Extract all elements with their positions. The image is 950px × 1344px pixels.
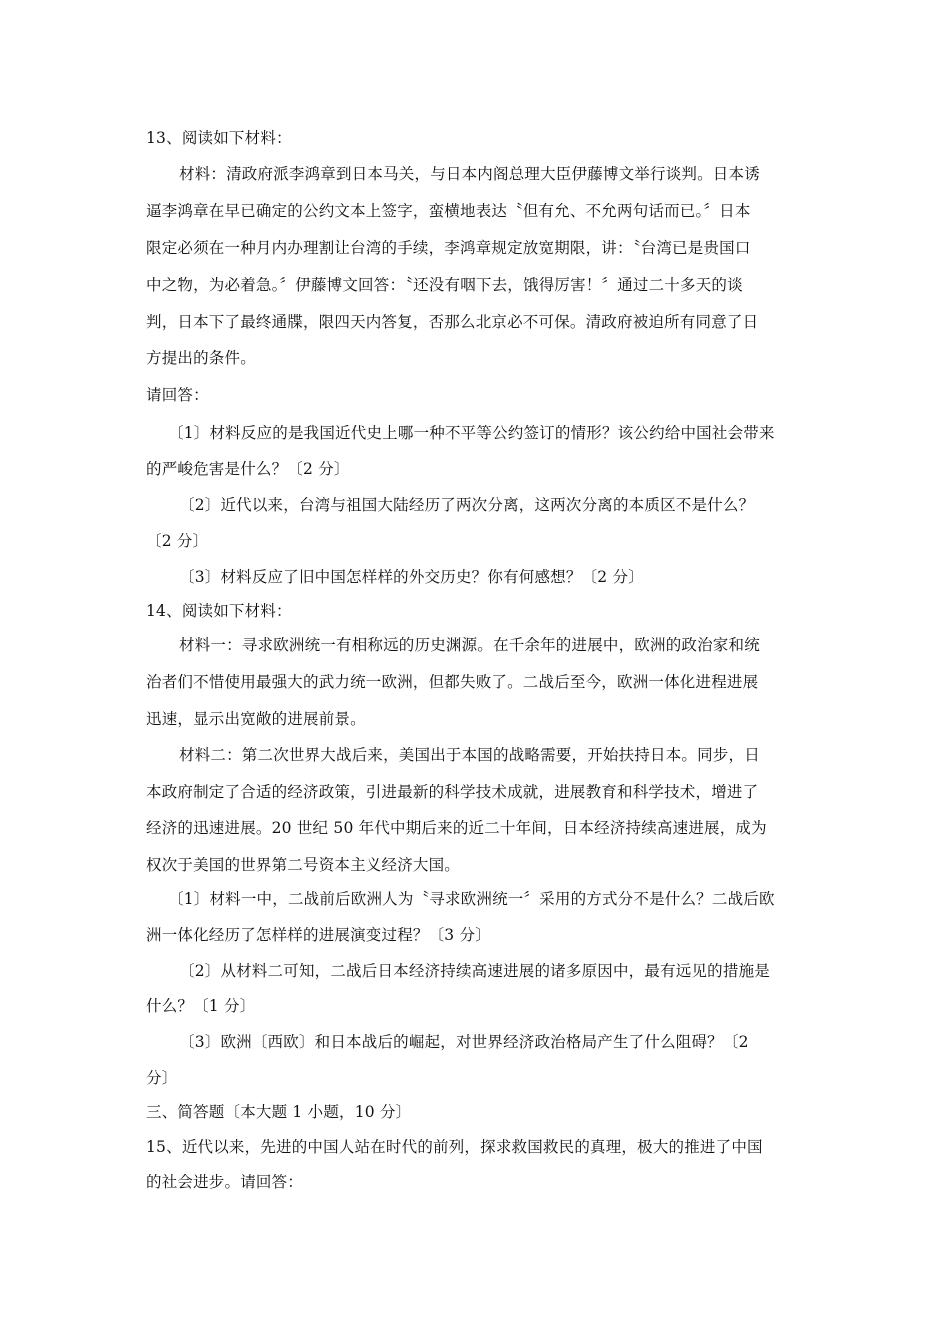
q15-line: 的社会进步。请回答：: [146, 1173, 304, 1191]
q14-subquestion-3-cont: 分〕: [146, 1069, 178, 1087]
section-heading: 三、简答题〔本大题 1 小题，10 分〕: [146, 1103, 412, 1121]
q14-material2-line: 经济的迅速进展。20 世纪 50 年代中期后来的近二十年间，日本经济持续高速进展，成为: [146, 819, 767, 837]
q14-subquestion-2: 〔2〕从材料二可知，二战后日本经济持续高速进展的诸多原因中，最有远见的措施是: [179, 962, 770, 980]
q14-material2-line: 权次于美国的世界第二号资本主义经济大国。: [146, 856, 461, 874]
q13-material-line: 限定必须在一种月内办理割让台湾的手续，李鸿章规定放宽期限，讲：〝台湾已是贵国口: [146, 239, 751, 257]
q14-heading: 14、阅读如下材料：: [146, 602, 292, 620]
q13-material-line: 材料：清政府派李鸿章到日本马关，与日本内阁总理大臣伊藤博文举行谈判。日本诱: [179, 165, 760, 183]
q13-material-line: 逼李鸿章在早已确定的公约文本上签字，蛮横地表达〝但有允、不允两句话而已。〞日本: [146, 202, 751, 220]
q13-subquestion-1-cont: 的严峻危害是什么？〔2 分〕: [146, 460, 350, 478]
q14-subquestion-2-cont: 什么？〔1 分〕: [146, 997, 256, 1015]
q14-subquestion-1: 〔1〕材料一中，二战前后欧洲人为〝寻求欧洲统一〞采用的方式分不是什么？二战后欧: [168, 890, 775, 908]
q13-subquestion-1: 〔1〕材料反应的是我国近代史上哪一种不平等公约签订的情形？该公约给中国社会带来: [168, 424, 775, 442]
q13-material-line: 判，日本下了最终通牒，限四天内答复，否那么北京必不可保。清政府被迫所有同意了日: [146, 313, 759, 331]
q15-line: 15、近代以来，先进的中国人站在时代的前列，探求救国救民的真理，极大的推进了中国: [146, 1138, 763, 1156]
q13-subquestion-3: 〔3〕材料反应了旧中国怎样样的外交历史？你有何感想？〔2 分〕: [179, 568, 644, 586]
q13-subquestion-2-cont: 〔2 分〕: [146, 532, 209, 550]
q14-material1-line: 材料一：寻求欧洲统一有相称远的历史渊源。在千余年的进展中，欧洲的政治家和统: [179, 636, 760, 654]
q14-material2-line: 本政府制定了合适的经济政策，引进最新的科学技术成就，进展教育和科学技术，增进了: [146, 783, 759, 801]
q13-heading: 13、阅读如下材料：: [146, 129, 292, 147]
q13-material-line: 中之物，为必着急。〞伊藤博文回答：〝还没有咽下去，饿得厉害！〞通过二十多天的谈: [146, 276, 743, 294]
q14-material1-line: 迅速，显示出宽敞的进展前景。: [146, 710, 366, 728]
q13-material-line: 方提出的条件。: [146, 349, 256, 367]
q14-material1-line: 治者们不惜使用最强大的武力统一欧洲，但都失败了。二战后至今，欧洲一体化进程进展: [146, 673, 759, 691]
q14-material2-line: 材料二：第二次世界大战后来，美国出于本国的战略需要，开始扶持日本。同步，日: [179, 746, 760, 764]
q13-subquestion-2: 〔2〕近代以来，台湾与祖国大陆经历了两次分离，这两次分离的本质区不是什么？: [179, 496, 755, 514]
q14-subquestion-3: 〔3〕欧洲〔西欧〕和日本战后的崛起，对世界经济政治格局产生了什么阻碍？〔2: [179, 1033, 749, 1051]
q14-subquestion-1-cont: 洲一体化经历了怎样样的进展演变过程？〔3 分〕: [146, 926, 491, 944]
q13-prompt: 请回答：: [146, 386, 209, 404]
